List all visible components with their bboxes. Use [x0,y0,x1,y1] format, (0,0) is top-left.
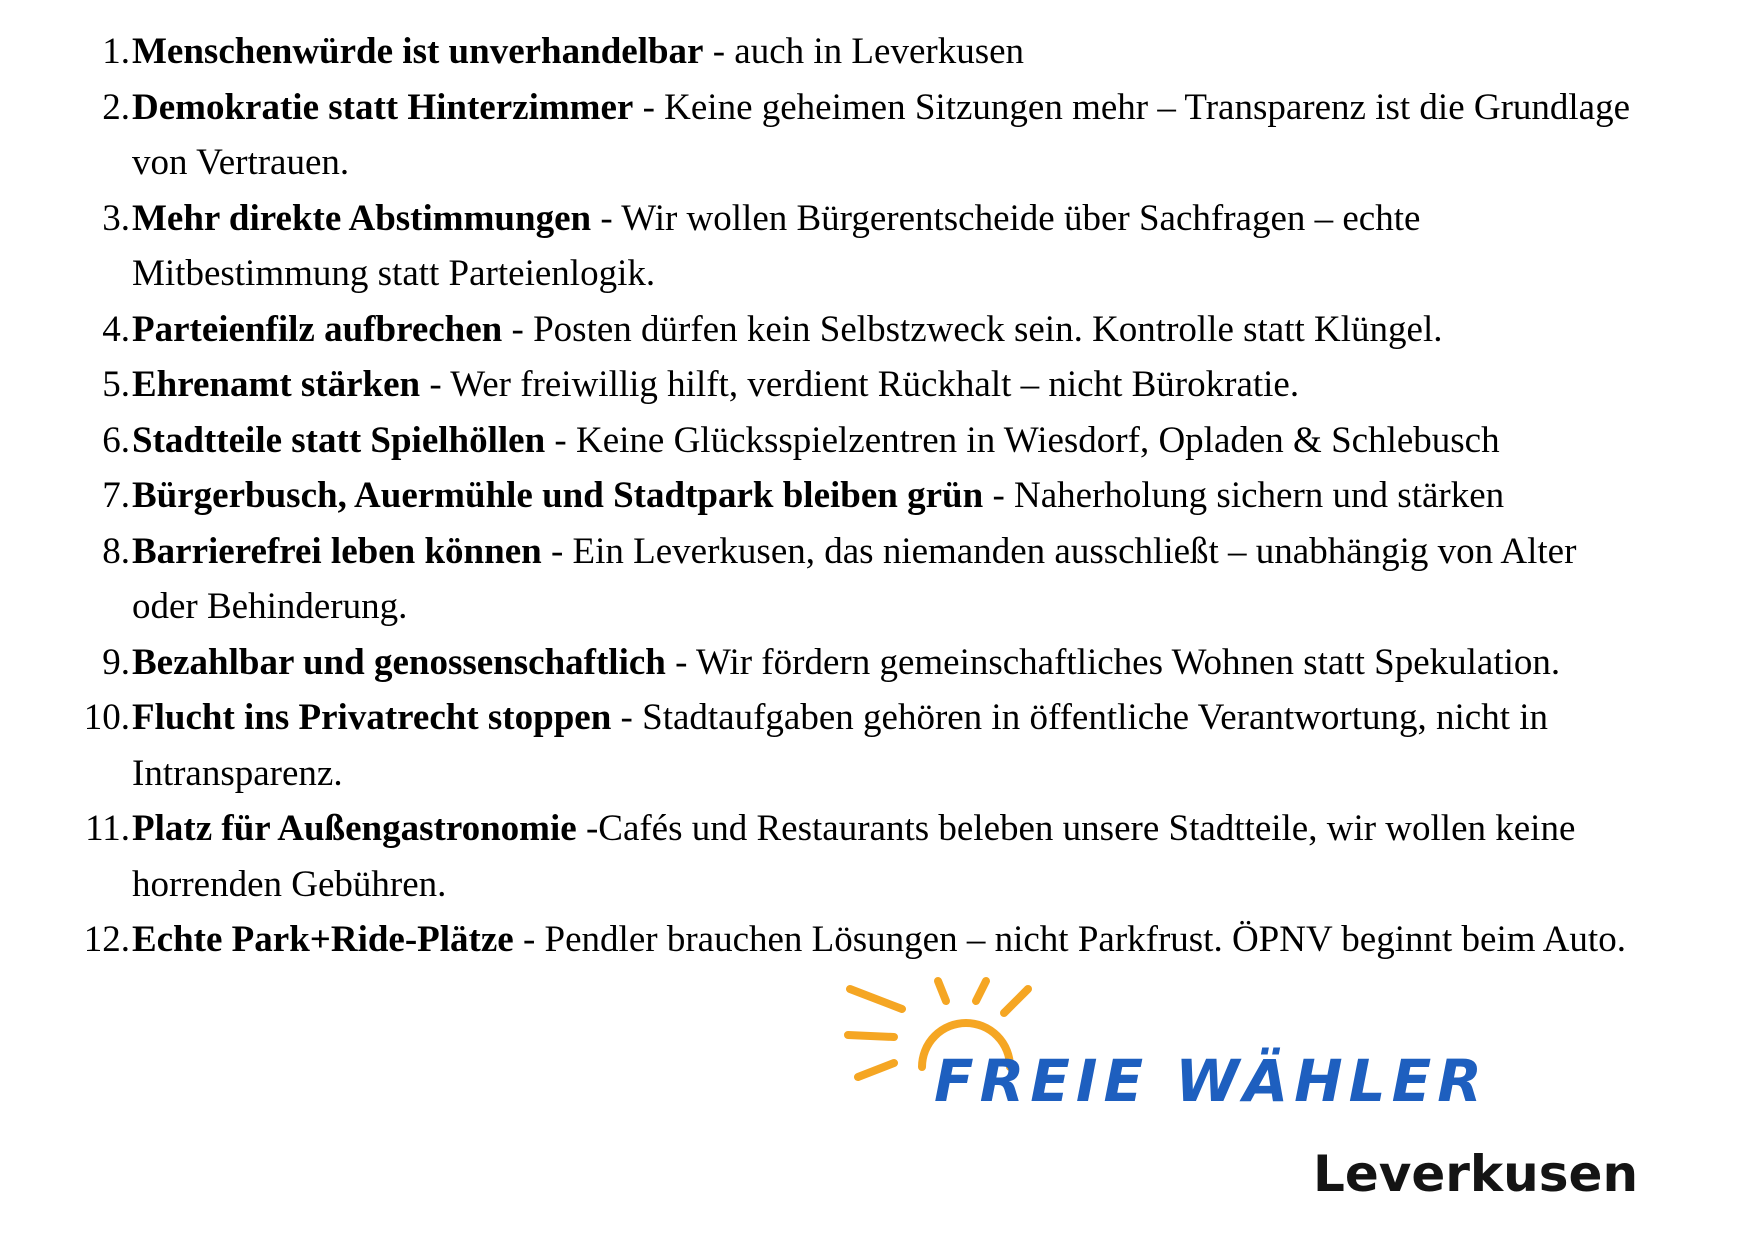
item-text: - auch in Leverkusen [703,31,1025,72]
list-item [60,24,1730,80]
item-text: - Wer freiwillig hilft, verdient Rückhalt – nicht Bürokratie. [420,364,1300,405]
city-name: Leverkusen [1313,1145,1639,1203]
item-text: - Keine Glücksspielzentren in Wiesdorf, Opladen & Schlebusch [545,419,1500,461]
list-item [60,801,1730,912]
item-number: 2. [102,86,130,128]
program-list [60,24,1730,968]
item-number: 9. [102,641,130,683]
item-content [132,413,1632,469]
item-number: 6. [102,419,130,461]
item-title: Stadtteile statt Spielhöllen [132,419,546,461]
list-item [60,357,1730,413]
item-number: 3. [102,197,130,239]
item-title: Ehrenamt stärken [132,364,421,405]
item-content [132,24,1632,80]
item-number: 12. [83,919,130,960]
item-content [132,801,1632,912]
list-item [60,302,1730,358]
item-content [132,80,1632,191]
item-number: 7. [102,475,130,516]
list-item [60,524,1730,635]
item-title: Mehr direkte Abstimmungen [132,197,592,239]
item-title: Platz für Außengastronomie [132,808,577,849]
item-title: Parteienfilz aufbrechen [132,308,503,350]
item-text: - Keine geheimen Sitzungen mehr – Transparenz ist die Grundlage von Vertrauen. [132,86,1631,183]
item-content [132,912,1632,968]
item-content [132,635,1632,691]
item-number: 5. [102,364,130,405]
item-number: 10. [83,697,130,738]
list-item [60,635,1730,691]
list-item [60,468,1730,524]
list-item [60,413,1730,469]
item-content [132,690,1632,801]
item-content [132,302,1632,358]
item-text: - Posten dürfen kein Selbstzweck sein. Kontrolle statt Klüngel. [502,308,1443,350]
list-item [60,80,1730,191]
item-text: - Wir wollen Bürgerentscheide über Sachfragen – echte Mitbestimmung statt Parteienlogik. [132,197,1421,294]
list-item [60,690,1730,801]
item-title: Bürgerbusch, Auermühle und Stadtpark bleiben grün [132,475,984,516]
item-text: - Naherholung sichern und stärken [983,475,1505,516]
item-content [132,524,1632,635]
item-text: - Ein Leverkusen, das niemanden ausschließt – unabhängig von Alter oder Behinderung. [132,530,1577,627]
list-item [60,191,1730,302]
item-text: - Wir fördern gemeinschaftliches Wohnen statt Spekulation. [665,641,1561,683]
item-number: 4. [102,308,130,350]
item-title: Bezahlbar und genossenschaftlich [132,641,666,683]
item-content [132,357,1632,413]
item-content [132,468,1632,524]
item-number: 8. [102,530,130,572]
item-content [132,191,1632,302]
item-text: - Pendler brauchen Lösungen – nicht Parkfrust. ÖPNV beginnt beim Auto. [513,919,1626,960]
item-title: Menschenwürde ist unverhandelbar [132,31,704,72]
item-text: - Stadtaufgaben gehören in öffentliche Verantwortung, nicht in Intransparenz. [132,697,1549,794]
freie-waehler-logo [836,975,1639,1215]
item-number: 1. [102,31,130,72]
list-item [60,912,1730,968]
item-title: Demokratie statt Hinterzimmer [132,86,634,128]
item-text: -Cafés und Restaurants beleben unsere Stadtteile, wir wollen keine horrenden Gebühren. [132,808,1576,905]
party-name: FREIE WÄHLER [934,1047,1488,1115]
item-number: 11. [85,808,130,849]
item-title: Flucht ins Privatrecht stoppen [132,697,612,738]
item-title: Echte Park+Ride-Plätze [132,919,514,960]
item-title: Barrierefrei leben können [132,530,542,572]
